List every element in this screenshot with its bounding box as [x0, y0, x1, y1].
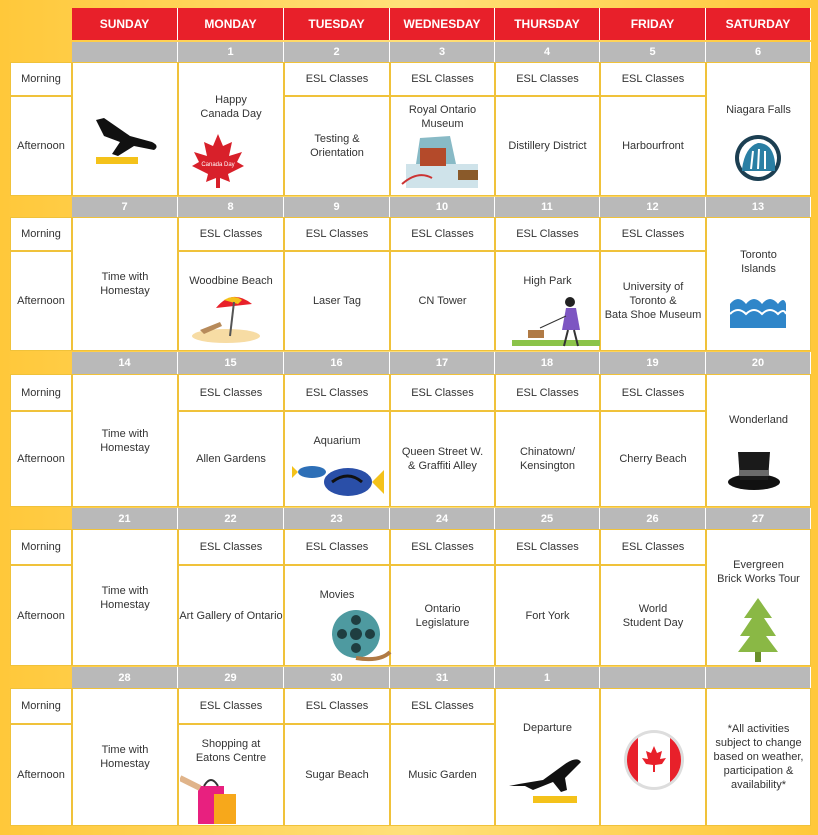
- date-number: 8: [178, 197, 284, 217]
- esl-classes-cell: ESL Classes: [390, 374, 495, 411]
- date-number: 6: [706, 42, 811, 62]
- activity-cell-tue: Movies: [284, 565, 390, 666]
- date-number: 25: [495, 508, 600, 529]
- date-number: 15: [178, 352, 284, 374]
- day-header-sunday: SUNDAY: [72, 8, 178, 40]
- saturday-activity: *All activities subject to change based on weather, participation & availability*: [706, 688, 811, 826]
- date-number: 11: [495, 197, 600, 217]
- morning-label: Morning: [10, 374, 72, 411]
- date-number: 17: [390, 352, 495, 374]
- day-header-tuesday: TUESDAY: [284, 8, 390, 40]
- esl-classes-cell: ESL Classes: [284, 217, 390, 251]
- svg-text:Canada Day: Canada Day: [201, 162, 235, 168]
- date-number: 4: [495, 42, 600, 62]
- date-number: [600, 667, 706, 688]
- esl-classes-cell: ESL Classes: [390, 217, 495, 251]
- esl-classes-cell: ESL Classes: [600, 62, 706, 96]
- activity-cell-wed: Queen Street W. & Graffiti Alley: [390, 411, 495, 507]
- activity-cell-fri: Harbourfront: [600, 96, 706, 196]
- maple-leaf-icon: [190, 132, 246, 188]
- activity-cell-wed: Ontario Legislature: [390, 565, 495, 666]
- esl-classes-cell: ESL Classes: [284, 374, 390, 411]
- date-number: 21: [72, 508, 178, 529]
- date-number: 7: [72, 197, 178, 217]
- sunday-activity: Time with Homestay: [72, 529, 178, 666]
- beach-umbrella-icon: [186, 292, 264, 344]
- activity-cell-mon: Woodbine Beach: [178, 251, 284, 351]
- plane-arrival-icon: [90, 110, 164, 168]
- afternoon-label: Afternoon: [10, 251, 72, 351]
- date-number: 9: [284, 197, 390, 217]
- dog-walker-icon: [510, 292, 602, 350]
- activity-cell-thu: Departure: [495, 688, 600, 826]
- day-header-wednesday: WEDNESDAY: [390, 8, 495, 40]
- sunday-activity: Time with Homestay: [72, 217, 178, 351]
- activity-cell-mon: Art Gallery of Ontario: [178, 565, 284, 666]
- date-number: 12: [600, 197, 706, 217]
- date-number: 31: [390, 667, 495, 688]
- date-number: 18: [495, 352, 600, 374]
- day-header-thursday: THURSDAY: [495, 8, 600, 40]
- date-number: 20: [706, 352, 811, 374]
- esl-classes-cell: ESL Classes: [390, 688, 495, 724]
- saturday-activity: Evergreen Brick Works Tour: [706, 529, 811, 666]
- canada-flag-icon: [622, 728, 686, 792]
- esl-classes-cell: ESL Classes: [178, 217, 284, 251]
- sunday-activity: Time with Homestay: [72, 688, 178, 826]
- saturday-activity: Toronto Islands: [706, 217, 811, 351]
- esl-classes-cell: ESL Classes: [495, 529, 600, 565]
- afternoon-label: Afternoon: [10, 411, 72, 507]
- morning-label: Morning: [10, 217, 72, 251]
- film-reel-icon: [330, 608, 392, 666]
- date-number: 14: [72, 352, 178, 374]
- date-number: 1: [178, 42, 284, 62]
- activity-cell-mon: Shopping at Eatons Centre: [178, 724, 284, 826]
- date-number: 13: [706, 197, 811, 217]
- activity-cell-thu: Distillery District: [495, 96, 600, 196]
- activity-cell-tue: Testing & Orientation: [284, 96, 390, 196]
- saturday-activity: Wonderland: [706, 374, 811, 507]
- esl-classes-cell: ESL Classes: [495, 217, 600, 251]
- activity-cell-tue: Sugar Beach: [284, 724, 390, 826]
- activity-cell-fri: Cherry Beach: [600, 411, 706, 507]
- sunday-activity: Time with Homestay: [72, 374, 178, 507]
- date-number: 2: [284, 42, 390, 62]
- museum-icon: [398, 134, 486, 192]
- afternoon-label: Afternoon: [10, 724, 72, 826]
- morning-label: Morning: [10, 688, 72, 724]
- esl-classes-cell: ESL Classes: [390, 62, 495, 96]
- esl-classes-cell: ESL Classes: [495, 62, 600, 96]
- esl-classes-cell: ESL Classes: [284, 529, 390, 565]
- activity-cell-mon: Happy Canada Day: [178, 62, 284, 196]
- activity-cell-thu: High Park: [495, 251, 600, 351]
- fish-icon: [292, 460, 384, 500]
- afternoon-label: Afternoon: [10, 565, 72, 666]
- date-number: 1: [495, 667, 600, 688]
- plane-departure-icon: [505, 750, 587, 806]
- esl-classes-cell: ESL Classes: [178, 529, 284, 565]
- date-number: 3: [390, 42, 495, 62]
- activity-cell-fri: University of Toronto & Bata Shoe Museum: [600, 251, 706, 351]
- esl-classes-cell: ESL Classes: [390, 529, 495, 565]
- activity-cell-wed: Royal Ontario Museum: [390, 96, 495, 196]
- date-number: [72, 42, 178, 62]
- esl-classes-cell: ESL Classes: [178, 374, 284, 411]
- evergreen-tree-icon: [736, 596, 780, 662]
- day-header-saturday: SATURDAY: [706, 8, 811, 40]
- activity-cell-thu: Fort York: [495, 565, 600, 666]
- date-number: 23: [284, 508, 390, 529]
- activity-cell-tue: Aquarium: [284, 411, 390, 507]
- date-number: 10: [390, 197, 495, 217]
- date-number: 5: [600, 42, 706, 62]
- date-number: 22: [178, 508, 284, 529]
- esl-classes-cell: ESL Classes: [600, 529, 706, 565]
- date-number: 28: [72, 667, 178, 688]
- esl-classes-cell: ESL Classes: [495, 374, 600, 411]
- esl-classes-cell: ESL Classes: [600, 374, 706, 411]
- activity-cell-wed: Music Garden: [390, 724, 495, 826]
- date-number: 30: [284, 667, 390, 688]
- top-hat-icon: [726, 444, 782, 496]
- esl-classes-cell: ESL Classes: [178, 688, 284, 724]
- date-number: 24: [390, 508, 495, 529]
- date-number: 29: [178, 667, 284, 688]
- morning-label: Morning: [10, 529, 72, 565]
- date-number: 16: [284, 352, 390, 374]
- esl-classes-cell: ESL Classes: [600, 217, 706, 251]
- activity-cell-tue: Laser Tag: [284, 251, 390, 351]
- date-number: 27: [706, 508, 811, 529]
- date-number: [706, 667, 811, 688]
- esl-classes-cell: ESL Classes: [284, 688, 390, 724]
- activity-cell-mon: Allen Gardens: [178, 411, 284, 507]
- activity-cell-fri: World Student Day: [600, 565, 706, 666]
- date-number: 26: [600, 508, 706, 529]
- activity-cell-wed: CN Tower: [390, 251, 495, 351]
- afternoon-label: Afternoon: [10, 96, 72, 196]
- day-header-friday: FRIDAY: [600, 8, 706, 40]
- date-number: 19: [600, 352, 706, 374]
- waterfall-icon: [733, 133, 783, 183]
- shopping-bags-icon: [180, 770, 244, 828]
- morning-label: Morning: [10, 62, 72, 96]
- day-header-monday: MONDAY: [178, 8, 284, 40]
- waves-icon: [728, 290, 788, 330]
- saturday-activity: Niagara Falls: [706, 62, 811, 196]
- activity-cell-thu: Chinatown/ Kensington: [495, 411, 600, 507]
- esl-classes-cell: ESL Classes: [284, 62, 390, 96]
